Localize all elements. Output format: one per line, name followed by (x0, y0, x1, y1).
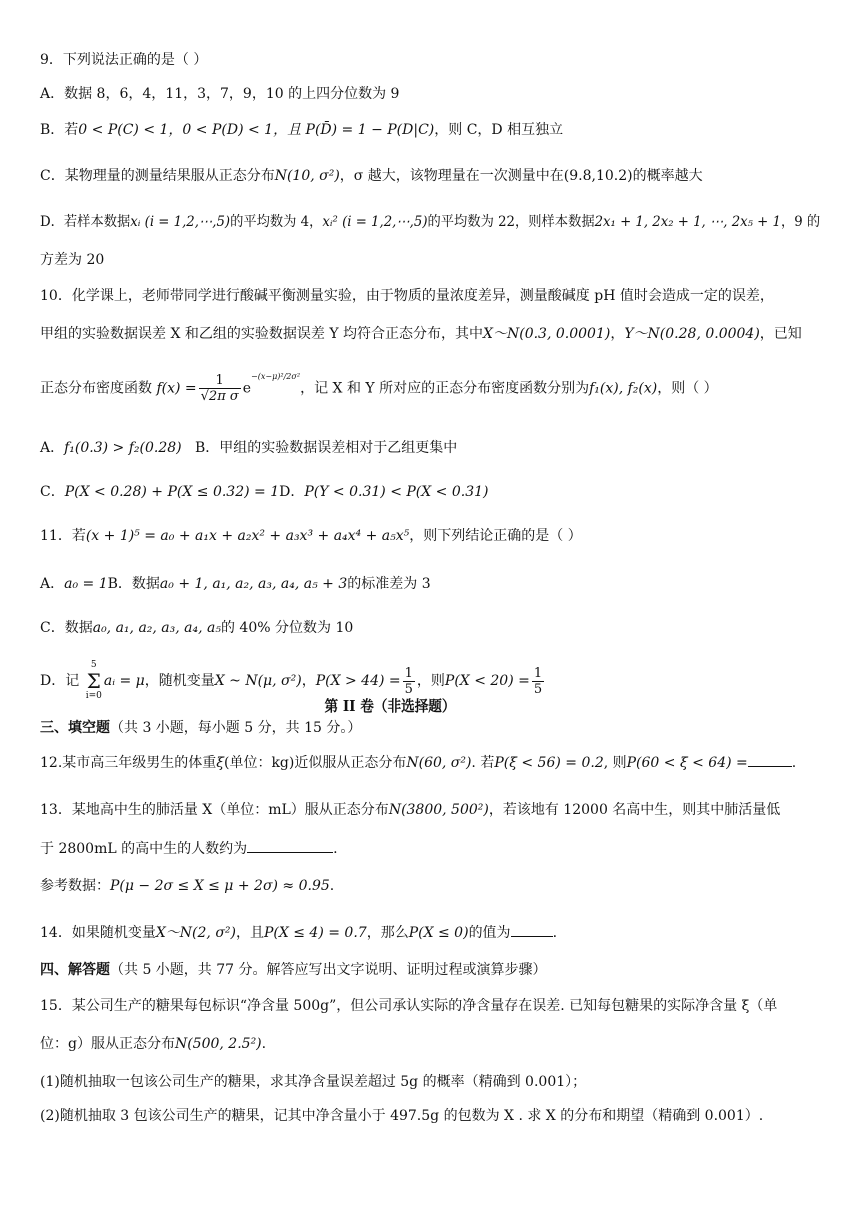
answer-section-header (40, 960, 820, 980)
q12 (40, 752, 820, 773)
q12-pre: 12.某市高三年级男生的体重 (40, 755, 217, 771)
q11-d-label: D．记 (40, 673, 80, 689)
q10-line3-pre: 正态分布密度函数 (40, 380, 152, 397)
q13-line1-post: ，若该地有 12000 名高中生，则其中肺活量低 (488, 802, 781, 818)
q11-d-then: ，则 (416, 673, 445, 689)
q9-b-label: B．若 (40, 122, 79, 138)
q14-p2: P(X ≤ 0) (408, 925, 469, 941)
q11-stem (40, 526, 820, 546)
q9-stem: 9．下列说法正确的是（ ） (40, 52, 208, 68)
fill-in-title: 三、填空题 (40, 720, 110, 736)
q11-a-label: A． (40, 576, 65, 592)
q9-option-b (40, 120, 820, 140)
q11-d-frac1 (403, 666, 415, 697)
q12-unit: (单位：kg)近似服从正态分布 (223, 755, 407, 771)
q9-b-math: 0 < P(C) < 1，0 < P(D) < 1，且 P(D̄) = 1 − P(D|C) (78, 122, 435, 138)
q10-line2-pre: 甲组的实验数据误差 X 和乙组的实验数据误差 Y 均符合正态分布，其中 (40, 326, 484, 342)
q15-line1: 15．某公司生产的糖果每包标识“净含量 500g”，但公司承认实际的净含量存在误差. 已知每包糖果的实际净含量 ξ（单 (40, 998, 778, 1014)
q11-b-label: B．数据 (107, 576, 160, 592)
q10-line2-post: ，已知 (759, 326, 802, 342)
q9-option-d (40, 212, 821, 232)
q12-answer-blank[interactable] (748, 752, 792, 767)
q11-c-label: C．数据 (40, 620, 93, 636)
q12-end: . (791, 755, 797, 771)
q11-option-c (40, 618, 820, 638)
fill-in-desc: （共 3 小题，每小题 5 分，共 15 分。） (110, 720, 362, 736)
q15-dist: N(500, 2.5²) (174, 1036, 262, 1052)
q11-frac1-num: 1 (404, 665, 413, 681)
q15-part1: (1)随机抽取一包该公司生产的糖果，求其净含量误差超过 5g 的概率（精确到 0.001）； (40, 1074, 587, 1090)
q10-option-ab (40, 438, 820, 458)
q13-ref-label: 参考数据： (40, 878, 110, 894)
q13-line2-text: 于 2800mL 的高中生的人数约为 (40, 841, 248, 857)
q10-density-f: f(x) = (156, 380, 197, 397)
q11-d-dist: X ~ N(μ, σ²) (214, 673, 302, 689)
q10-a-math: f₁(0.3) > f₂(0.28) (64, 440, 182, 456)
q10-line3-mid: ，记 X 和 Y 所对应的正态分布密度函数分别为 (300, 380, 590, 397)
q15-line2 (40, 1034, 820, 1054)
q14-post: 的值为 (468, 925, 511, 941)
q14-then: ，那么 (366, 925, 409, 941)
q14 (40, 922, 820, 943)
q14-mid: ，且 (235, 925, 264, 941)
q11-d-mid: ，随机变量 (144, 673, 215, 689)
q13-line2 (40, 838, 820, 859)
q13-reference (40, 876, 820, 896)
q10-line3-post: ，则（ ） (657, 380, 718, 397)
q13-line2-end: . (333, 841, 338, 857)
q11-frac2-den: 5 (533, 681, 543, 697)
q10-e: e (242, 380, 252, 397)
q11-stem-pre: 11．若 (40, 528, 86, 544)
q9-d-mid2: 的平均数为 22，则样本数据 (427, 214, 595, 230)
q10-fs: f₁(x), f₂(x) (589, 380, 658, 397)
q11-d-p1: P(X > 44) = (315, 673, 401, 689)
q11-frac2-num: 1 (533, 665, 543, 681)
q12-dist: N(60, σ²) (406, 755, 472, 771)
q9-c-label: C．某物理量的测量结果服从正态分布 (40, 168, 275, 184)
q11-c-post: 的 40% 分位数为 10 (220, 620, 354, 636)
q15-line2-end: . (261, 1036, 267, 1052)
q9-c-dist: N(10, σ²) (274, 168, 340, 184)
fill-in-header (40, 718, 820, 738)
q9-b-post: ，则 C，D 相互独立 (434, 122, 564, 138)
q10-a-label: A． (40, 440, 65, 456)
q11-b-math: a₀ + 1, a₁, a₂, a₃, a₄, a₅ + 3 (159, 576, 348, 592)
q10-exponent: −(x−μ)²/2σ² (251, 371, 301, 381)
q10-x-dist: X～N(0.3, 0.0001) (483, 326, 611, 342)
q12-p1: P(ξ < 56) = 0.2 (494, 755, 604, 771)
q13-line1-pre: 13．某地高中生的肺活量 X（单位：mL）服从正态分布 (40, 802, 389, 818)
q13-ref-math: P(μ − 2σ ≤ X ≤ μ + 2σ) ≈ 0.95 (110, 878, 330, 894)
q9-option-c (40, 166, 820, 186)
q11-b-post: 的标准差为 3 (347, 576, 431, 592)
q11-d-frac2 (532, 666, 544, 697)
q10-y-dist: Y～N(0.28, 0.0004) (624, 326, 760, 342)
q13-answer-blank[interactable] (247, 838, 333, 853)
sigma-icon: Σ (86, 669, 101, 693)
q13-line1 (40, 800, 820, 820)
q10-line3 (40, 373, 820, 404)
q10-d-label: D． (279, 484, 305, 500)
q14-p1: P(X ≤ 4) = 0.7 (263, 925, 367, 941)
q11-sum-bottom: i=0 (85, 691, 102, 701)
q10-option-b: B．甲组的实验数据误差相对于乙组更集中 (195, 440, 458, 456)
q9-d-mid1: 的平均数为 4， (230, 214, 323, 230)
q11-a-math: a₀ = 1 (64, 576, 108, 592)
q14-answer-blank[interactable] (511, 922, 553, 937)
q11-stem-post: ，则下列结论正确的是（ ） (409, 528, 582, 544)
q10-frac-num: 1 (199, 373, 241, 389)
q12-then: , 则 (603, 755, 627, 771)
q12-p2: P(60 < ξ < 64) = (626, 755, 748, 771)
q9-c-interval: (9.8,10.2) (563, 168, 633, 184)
q11-stem-math: (x + 1)⁵ = a₀ + a₁x + a₂x² + a₃x³ + a₄x⁴ + a₅x⁵ (85, 528, 410, 544)
q10-c-math: P(X < 0.28) + P(X ≤ 0.32) = 1 (64, 484, 280, 500)
q11-frac1-den: 5 (404, 681, 413, 697)
q10-c-label: C． (40, 484, 65, 500)
q14-end: . (552, 925, 558, 941)
q11-sum-top: 5 (90, 660, 97, 670)
q11-c-math: a₀, a₁, a₂, a₃, a₄, a₅ (92, 620, 221, 636)
q11-d-p2: P(X < 20) = (444, 673, 530, 689)
q10-line1: 10．化学课上，老师带同学进行酸碱平衡测量实验，由于物质的量浓度差异，测量酸碱度 pH 值时会造成一定的误差， (40, 288, 774, 304)
q9-d-label: D．若样本数据 (40, 214, 131, 230)
q10-density-fraction (199, 373, 241, 404)
q10-d-math: P(Y < 0.31) < P(X < 0.31) (304, 484, 489, 500)
q10-frac-den: √2π σ (200, 389, 239, 404)
q11-option-d: D．记 5 Σ i=0aᵢ = μ，随机变量X ~ N(μ, σ²)，P(X > 44) = $\frac{1}{5}$ ，则P(X < 20) = $\frac{1}{5}$ (40, 660, 543, 701)
answer-section-desc: （共 5 小题，共 77 分。解答应写出文字说明、证明过程或演算步骤） (110, 962, 547, 978)
q14-dist: X～N(2, σ²) (155, 925, 236, 941)
q13-ref-end: . (329, 878, 335, 894)
q13-dist: N(3800, 500²) (388, 802, 489, 818)
q9-d-post: ，9 的 (780, 214, 821, 230)
q12-mid: . 若 (471, 755, 495, 771)
q12-xi: ξ (216, 755, 224, 771)
q9-d-sample: 2x₁ + 1, 2x₂ + 1, ⋯, 2x₅ + 1 (594, 214, 781, 230)
q9-c-post: 的概率越大 (632, 168, 703, 184)
q9-c-mid: ，σ 越大，该物理量在一次测量中在 (339, 168, 564, 184)
q9-d-x1: xᵢ (i = 1,2,⋯,5) (130, 214, 231, 230)
q14-pre: 14．如果随机变量 (40, 925, 156, 941)
q9-d-x2: xᵢ² (i = 1,2,⋯,5) (322, 214, 428, 230)
q10-option-cd (40, 482, 820, 502)
q11-option-ab (40, 574, 820, 594)
q15-line2-pre: 位：g）服从正态分布 (40, 1036, 175, 1052)
section-title: 第 II 卷（非选择题） (324, 697, 456, 715)
q15-part2: (2)随机抽取 3 包该公司生产的糖果，记其中净含量小于 497.5g 的包数为 X . 求 X 的分布和期望（精确到 0.001）. (40, 1108, 764, 1124)
q9-option-d-line2: 方差为 20 (40, 252, 105, 268)
q9-option-a: A．数据 8，6，4，11，3，7，9，10 的上四分位数为 9 (40, 86, 400, 102)
q10-line2: 甲组的实验数据误差 X 和乙组的实验数据误差 Y 均符合正态分布，其中X～N(0.3, 0.0001)，Y～N(0.28, 0.0004)，已知 (40, 326, 802, 342)
answer-section-title: 四、解答题 (40, 962, 110, 978)
q11-sum-body: aᵢ = μ (103, 673, 145, 689)
